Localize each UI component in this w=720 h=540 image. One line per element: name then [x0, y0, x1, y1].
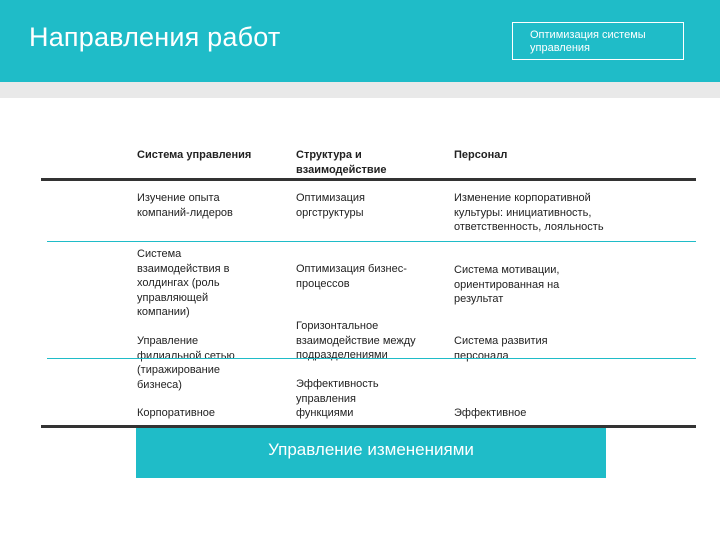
col3-item-3: Система развития персонала [454, 335, 548, 362]
col1-item-4: Корпоративное [137, 407, 216, 419]
col1-item-2: Система взаимодействия в холдингах (роль управляющей компании) [137, 248, 230, 318]
col2-item-4: Эффективность управления функциями [296, 378, 379, 419]
slide-title: Направления работ [29, 22, 281, 52]
row-divider-2 [47, 358, 696, 359]
change-management-label: Управление изменениями [268, 440, 474, 459]
column-header-management: Система управления [137, 149, 252, 161]
col3-item-1: Изменение корпоративной культуры: инициативность, ответственность, лояльность [454, 192, 604, 233]
col1-item-1: Изучение опыта компаний-лидеров [137, 192, 233, 219]
header-divider [41, 178, 696, 181]
slide-header [0, 0, 720, 82]
section-badge: Оптимизация системы управления [512, 22, 684, 60]
col2-item-1: Оптимизация оргструктуры [296, 192, 365, 219]
change-management-banner [136, 428, 606, 478]
col3-item-2: Система мотивации, ориентированная на результат [454, 264, 560, 305]
header-shadow-band [0, 82, 720, 98]
column-header-personnel: Персонал [454, 149, 508, 161]
col2-item-2: Оптимизация бизнес-процессов [296, 263, 407, 290]
col3-item-4: Эффективное [454, 407, 527, 419]
col2-item-3: Горизонтальное взаимодействие между подразделениями [296, 320, 416, 361]
row-divider-1 [47, 241, 696, 242]
col1-item-3: Управление филиальной сетью (тиражирование бизнеса) [137, 335, 235, 391]
column-header-structure: Структура и взаимодействие [296, 149, 387, 176]
